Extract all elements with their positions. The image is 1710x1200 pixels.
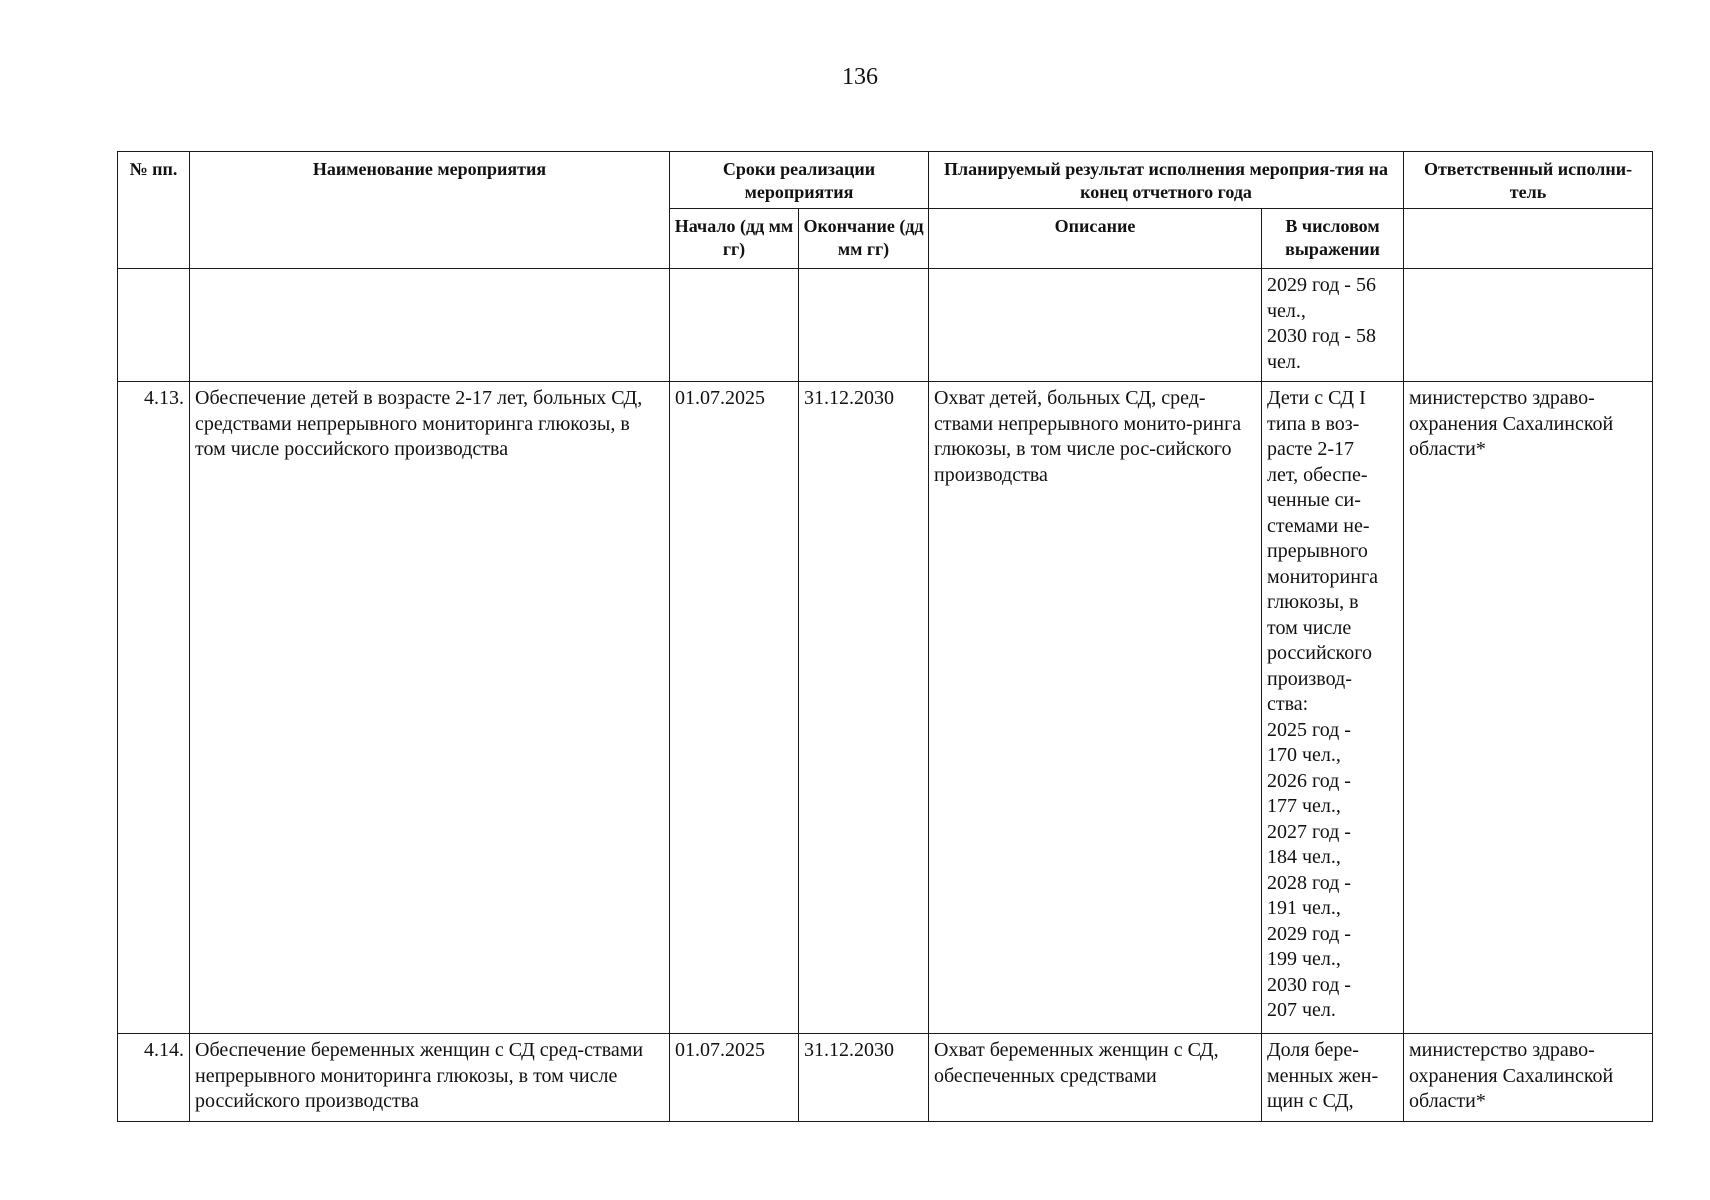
numeric-line: 2029 год - 56	[1267, 274, 1376, 296]
numeric-line: прерывного	[1267, 540, 1368, 562]
numeric-line: лет, обеспе-	[1267, 463, 1368, 486]
numeric-line: 2030 год - 58	[1267, 325, 1376, 347]
header-num: № пп.	[118, 152, 190, 269]
header-result: Планируемый результат исполнения мероприя-тия на конец отчетного года	[929, 152, 1404, 209]
numeric-line: менных жен-	[1267, 1064, 1379, 1087]
numeric-line: ченные си-	[1267, 489, 1361, 511]
row-description: Охват детей, больных СД, сред-ствами непрерывного монито-ринга глюкозы, в том числе рос-сийского производства	[929, 382, 1262, 1034]
numeric-line: 2025 год -	[1267, 718, 1351, 741]
numeric-line: 191 чел.,	[1267, 897, 1341, 919]
header-start: Начало (дд мм гг)	[670, 209, 799, 269]
numeric-line: российского	[1267, 642, 1372, 664]
numeric-line: чел.	[1267, 350, 1301, 373]
row-num: 4.14.	[118, 1034, 190, 1122]
numeric-line: 170 чел.,	[1267, 744, 1341, 766]
page-number: 136	[842, 64, 878, 90]
numeric-line: 177 чел.,	[1267, 795, 1341, 817]
row-start: 01.07.2025	[670, 1034, 799, 1122]
numeric-line: Дети с СД I	[1267, 387, 1366, 409]
row-name	[190, 269, 670, 382]
header-responsible-empty	[1404, 209, 1653, 269]
row-responsible: министерство здраво-охранения Сахалинской области*	[1404, 382, 1653, 1034]
row-num: 4.13.	[118, 382, 190, 1034]
numeric-line: 2028 год -	[1267, 871, 1351, 894]
numeric-line: ства:	[1267, 693, 1309, 715]
numeric-line: 207 чел.	[1267, 999, 1336, 1021]
row-description	[929, 269, 1262, 382]
row-numeric	[1262, 269, 1404, 382]
row-numeric	[1262, 1034, 1404, 1122]
numeric-line: глюкозы, в	[1267, 591, 1359, 613]
numeric-line: чел.,	[1267, 299, 1306, 322]
numeric-line: расте 2-17	[1267, 438, 1355, 460]
numeric-line: том числе	[1267, 616, 1352, 639]
numeric-line: щин с СД,	[1267, 1090, 1354, 1112]
table-header	[118, 152, 1653, 269]
row-start	[670, 269, 799, 382]
header-terms: Сроки реализации мероприятия	[670, 152, 929, 209]
header-end: Окончание (дд мм гг)	[799, 209, 929, 269]
header-description: Описание	[929, 209, 1262, 269]
numeric-line: производ-	[1267, 667, 1352, 690]
numeric-line: 2026 год -	[1267, 769, 1351, 792]
row-responsible	[1404, 269, 1653, 382]
row-name: Обеспечение детей в возрасте 2-17 лет, больных СД, средствами непрерывного мониторинга глюкозы, в том числе российского производства	[190, 382, 670, 1034]
numeric-line: 199 чел.,	[1267, 948, 1341, 970]
row-numeric	[1262, 382, 1404, 1034]
activities-table	[117, 151, 1653, 1122]
numeric-line: стемами не-	[1267, 514, 1370, 537]
numeric-line: Доля бере-	[1267, 1039, 1359, 1061]
table-row	[118, 382, 1653, 1034]
row-end	[799, 269, 929, 382]
row-responsible: министерство здраво-охранения Сахалинской области*	[1404, 1034, 1653, 1122]
numeric-line: 2027 год -	[1267, 820, 1351, 843]
row-description: Охват беременных женщин с СД, обеспеченных средствами	[929, 1034, 1262, 1122]
numeric-line: типа в воз-	[1267, 412, 1360, 435]
row-num	[118, 269, 190, 382]
header-responsible: Ответственный исполни-тель	[1404, 152, 1653, 209]
numeric-line: 2029 год -	[1267, 922, 1351, 945]
row-name: Обеспечение беременных женщин с СД сред-ствами непрерывного мониторинга глюкозы, в том числе российского производства	[190, 1034, 670, 1122]
numeric-line: 184 чел.,	[1267, 846, 1341, 868]
row-start: 01.07.2025	[670, 382, 799, 1034]
numeric-line: мониторинга	[1267, 565, 1379, 588]
row-end: 31.12.2030	[799, 1034, 929, 1122]
header-name: Наименование мероприятия	[190, 152, 670, 269]
numeric-line: 2030 год -	[1267, 973, 1351, 996]
row-end: 31.12.2030	[799, 382, 929, 1034]
table-row	[118, 269, 1653, 382]
table-row	[118, 1034, 1653, 1122]
header-numeric: В числовом выражении	[1262, 209, 1404, 269]
